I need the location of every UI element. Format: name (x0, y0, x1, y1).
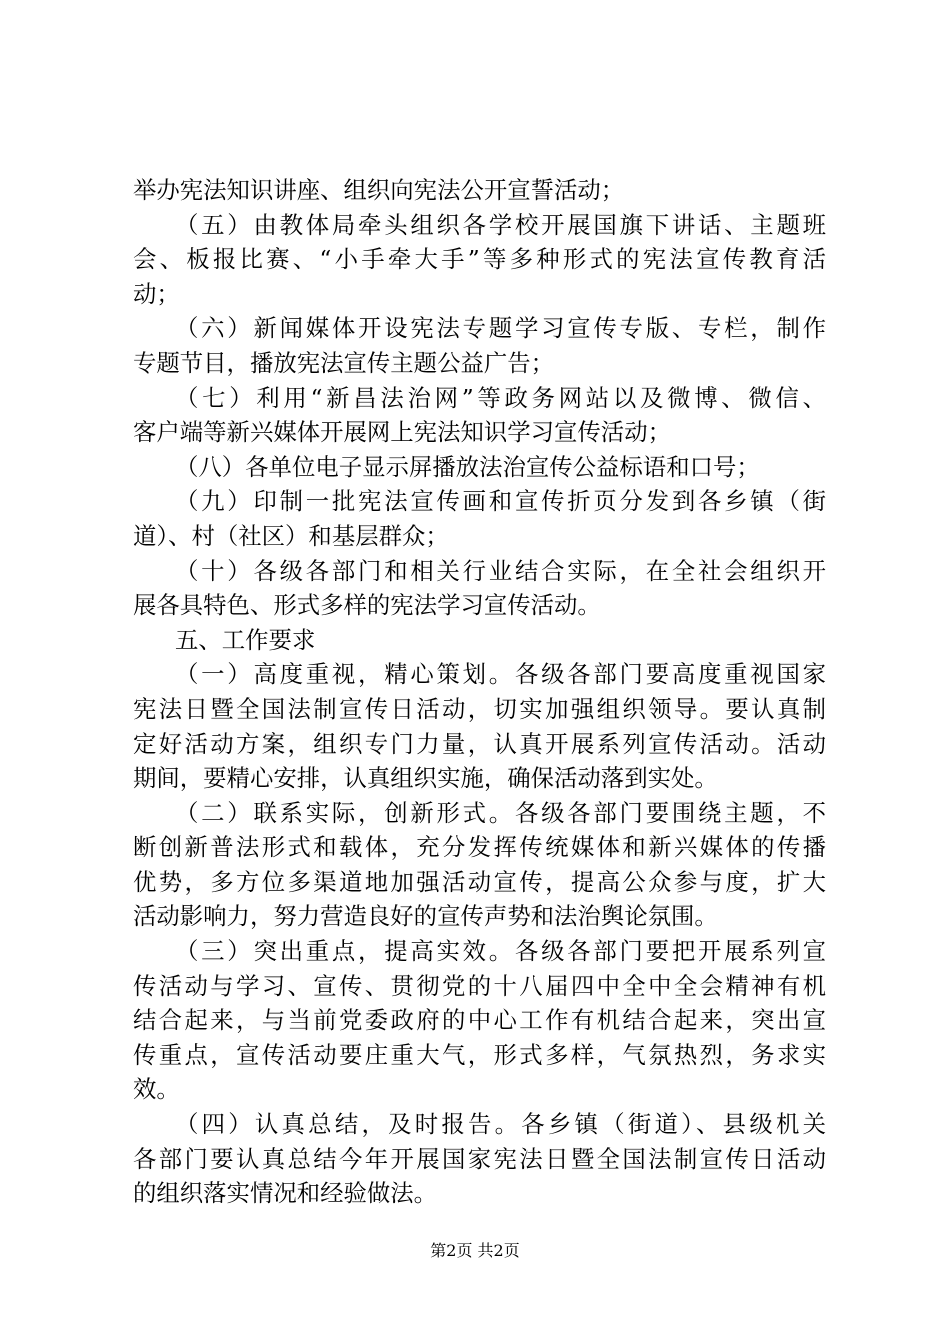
text-line: （四）认真总结，及时报告。各乡镇（街道）、县级机关 (175, 1110, 826, 1139)
text-line: 优势，多方位多渠道地加强活动宣传，提高公众参与度，扩大 (133, 867, 826, 896)
text-line: 举办宪法知识讲座、组织向宪法公开宣誓活动； (133, 176, 625, 204)
page-number-label: 第2页 共2页 (430, 1241, 520, 1260)
text-line: 五、工作要求 (175, 625, 316, 654)
text-line: 活动影响力，努力营造良好的宣传声势和法治舆论氛围。 (133, 902, 718, 931)
text-line: （九）印制一批宪法宣传画和宣传折页分发到各乡镇（街 (175, 487, 826, 516)
text-line: 客户端等新兴媒体开展网上宪法知识学习宣传活动； (133, 418, 671, 447)
page-footer (0, 1240, 950, 1262)
text-line: （一）高度重视，精心策划。各级各部门要高度重视国家 (175, 660, 826, 689)
text-line: 会、板报比赛、“小手牵大手”等多种形式的宪法宣传教育活 (133, 245, 826, 274)
text-line: 断创新普法形式和载体，充分发挥传统媒体和新兴媒体的传播 (133, 833, 826, 862)
text-line: （十）各级各部门和相关行业结合实际，在全社会组织开 (175, 556, 826, 585)
text-line: 的组织落实情况和经验做法。 (133, 1179, 438, 1208)
text-line: 传重点，宣传活动要庄重大气，形式多样，气氛热烈，务求实 (133, 1040, 826, 1069)
text-line: （二）联系实际，创新形式。各级各部门要围绕主题，不 (175, 798, 826, 827)
text-line: （八）各单位电子显示屏播放法治宣传公益标语和口号； (175, 452, 760, 481)
text-line: 专题节目，播放宪法宣传主题公益广告； (133, 348, 555, 377)
text-line: 效。 (133, 1075, 180, 1104)
text-line: 道）、村（社区）和基层群众； (133, 521, 449, 550)
text-line: （三）突出重点，提高实效。各级各部门要把开展系列宣 (175, 937, 826, 966)
text-line: 展各具特色、形式多样的宪法学习宣传活动。 (133, 591, 601, 620)
text-line: 结合起来，与当前党委政府的中心工作有机结合起来，突出宣 (133, 1006, 826, 1035)
text-line: 期间，要精心安排，认真组织实施，确保活动落到实处。 (133, 764, 718, 793)
text-line: （七）利用“新昌法治网”等政务网站以及微博、微信、 (175, 383, 826, 412)
text-line: （六）新闻媒体开设宪法专题学习宣传专版、专栏，制作 (175, 314, 826, 343)
text-line: 宪法日暨全国法制宣传日活动，切实加强组织领导。要认真制 (133, 694, 826, 723)
text-line: 定好活动方案，组织专门力量，认真开展系列宣传活动。活动 (133, 729, 826, 758)
text-line: 传活动与学习、宣传、贯彻党的十八届四中全中全会精神有机 (133, 971, 826, 1000)
document-body (133, 173, 826, 1211)
text-line: 动； (133, 279, 180, 308)
text-line: 各部门要认真总结今年开展国家宪法日暨全国法制宣传日活动 (133, 1144, 826, 1173)
text-line: （五）由教体局牵头组织各学校开展国旗下讲话、主题班 (175, 210, 826, 239)
